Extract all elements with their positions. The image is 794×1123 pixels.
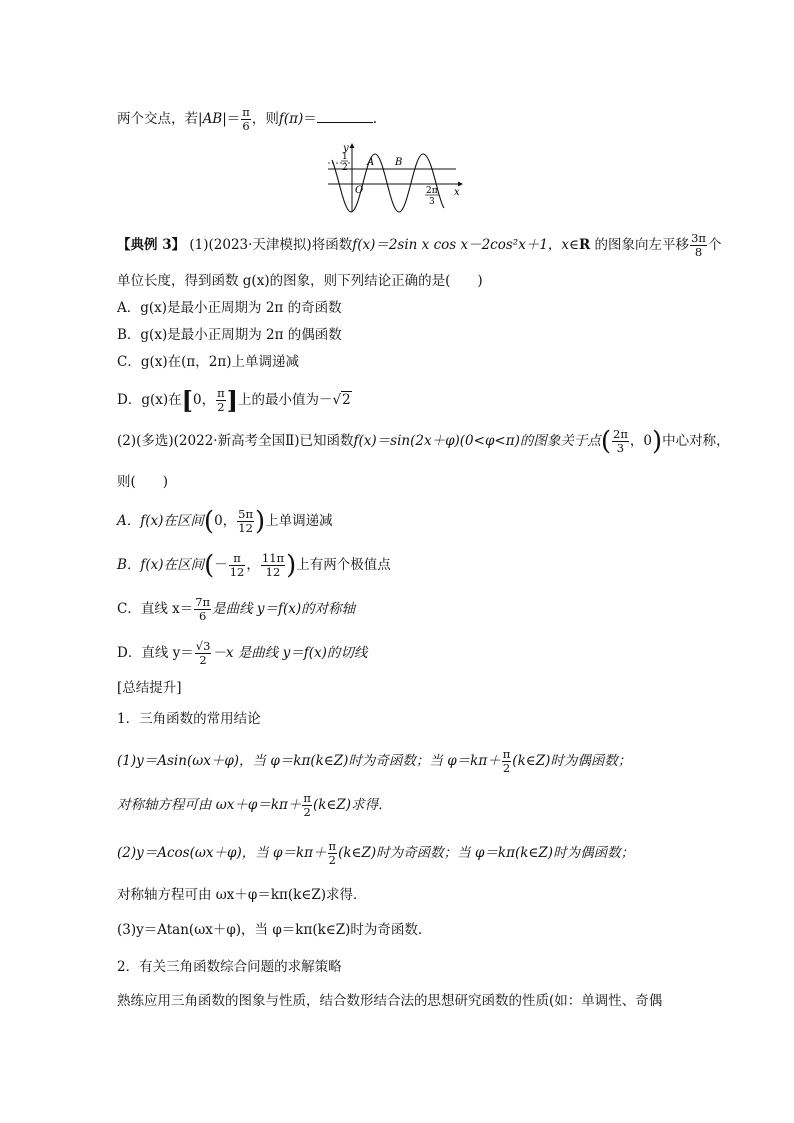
option2-c: C．直线 x＝ $\frac{7\pi}{6}$ 是曲线 y＝f(x)的对称轴 [117, 595, 356, 623]
point-b-label: B [395, 157, 403, 168]
example3-part2-line1: (2)(多选)(2022·新高考全国Ⅱ)已知函数f(x)＝sin(2x＋φ)(0<φ<π)的图象关于点( $\frac{2\pi}{3}$ ，0)中心对称， [117, 426, 730, 457]
example-tag: 【典例 3】 [117, 237, 186, 253]
point-a-label: A [367, 157, 375, 168]
option2-a: A．f(x)在区间(0， $\frac{5\pi}{12}$ )上单调递减 [117, 506, 333, 537]
y-axis-arrow [350, 143, 355, 148]
option-d: D．g(x)在[0， $\frac{\pi}{2}$ ]上的最小值为－√2 [117, 385, 351, 415]
tick-numerator: 2π [426, 186, 438, 196]
sine-graph-figure [326, 142, 466, 214]
example3-part1-line2: 单位长度，得到函数 g(x)的图象，则下列结论正确的是( ) [117, 273, 483, 289]
answer-blank [317, 108, 373, 123]
example3-part1-line1: 【典例 3】 (1)(2023·天津模拟)将函数f(x)＝2sin x cos x－2cos²x＋1，x∈R 的图象向左平移 $\frac{3\pi}{8}$ 个 [117, 231, 722, 259]
summary-tag: [总结提升] [117, 680, 182, 696]
x-axis-label: x [454, 187, 460, 198]
option2-d: D．直线 y＝ $\frac{√3}{2}$ －x 是曲线 y＝f(x)的切线 [117, 639, 368, 667]
summary-rule-6: 熟练应用三角函数的图象与性质，结合数形结合法的思想研究函数的性质(如：单调性、奇偶 [117, 993, 663, 1009]
summary-rule-4: 对称轴方程可由 ωx＋φ＝kπ(k∈Z)求得． [117, 887, 367, 903]
summary-rule-2: 对称轴方程可由 ωx＋φ＝kπ＋ $\frac{\pi}{2}$ (k∈Z)求得． [117, 791, 392, 819]
summary-rule-1: (1)y＝Asin(ωx＋φ)，当 φ＝kπ(k∈Z)时为奇函数；当 φ＝kπ＋ $\frac{\pi}{2}$ (k∈Z)时为偶函数； [117, 747, 632, 775]
origin-label: O [355, 185, 364, 196]
summary-heading-1: 1．三角函数的常用结论 [117, 711, 261, 727]
summary-rule-5: (3)y＝Atan(ωx＋φ)，当 φ＝kπ(k∈Z)时为奇函数． [117, 922, 432, 938]
tick-denominator: 3 [429, 197, 435, 207]
half-denominator: 2 [342, 163, 348, 173]
x-axis-arrow [458, 182, 463, 187]
summary-heading-2: 2．有关三角函数综合问题的求解策略 [117, 959, 342, 975]
option-a: A．g(x)是最小正周期为 2π 的奇函数 [117, 300, 342, 316]
option-b: B．g(x)是最小正周期为 2π 的偶函数 [117, 327, 342, 343]
summary-rule-3: (2)y＝Acos(ωx＋φ)，当 φ＝kπ＋ $\frac{\pi}{2}$ (k∈Z)时为奇函数；当 φ＝kπ(k∈Z)时为偶函数； [117, 839, 635, 867]
problem-tail-line: 两个交点，若|AB|＝ $\frac{\pi}{6}$ ，则f(π)＝ . [117, 105, 378, 133]
half-numerator: 1 [342, 152, 348, 162]
option2-b: B．f(x)在区间(－ $\frac{\pi}{12}$ ， $\frac{11\pi}{12}$ )上有两个极值点 [117, 550, 391, 581]
option-c: C．g(x)在(π，2π)上单调递减 [117, 354, 299, 370]
y-axis-label: y [343, 143, 349, 154]
example3-part2-line2: 则( ) [117, 474, 169, 490]
fraction-pi-over-6: $\frac{\pi}{6}$ [242, 105, 250, 133]
